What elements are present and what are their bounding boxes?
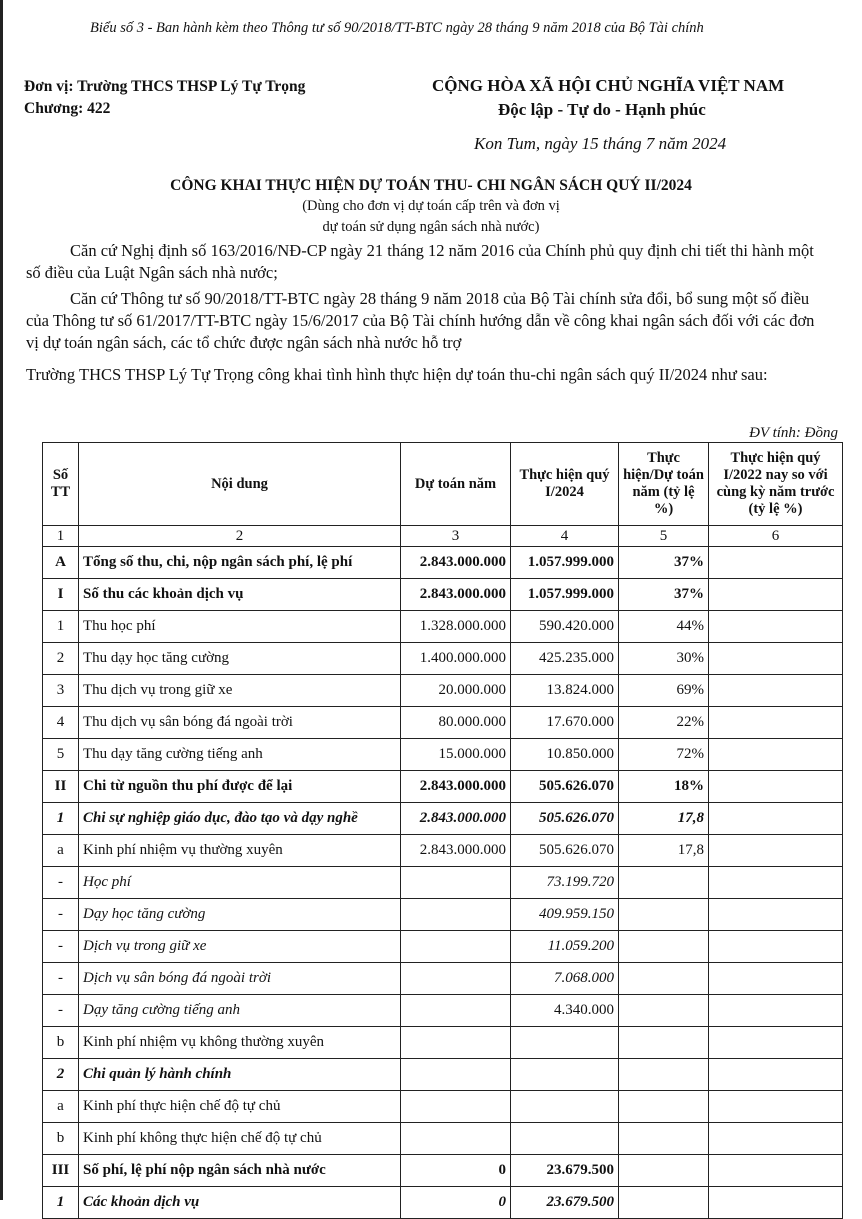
row-content: Số phí, lệ phí nộp ngân sách nhà nước: [79, 1155, 401, 1187]
row-number: I: [43, 579, 79, 611]
row-ratio: 30%: [619, 643, 709, 675]
table-row: [43, 579, 843, 611]
index-cell: 3: [401, 526, 511, 547]
row-number: 3: [43, 675, 79, 707]
table-row: [43, 1155, 843, 1187]
row-ratio: [619, 931, 709, 963]
row-yoy: [709, 995, 843, 1027]
row-number: 1: [43, 1187, 79, 1219]
index-cell: 5: [619, 526, 709, 547]
row-ratio: [619, 867, 709, 899]
row-ratio: 44%: [619, 611, 709, 643]
table-row: [43, 1187, 843, 1219]
row-ratio: 17,8: [619, 803, 709, 835]
paragraph-text: Căn cứ Nghị định số 163/2016/NĐ-CP ngày 21 tháng 12 năm 2016 của Chính phủ quy định chi tiết thi hành một số điều của Luật Ngân sách nhà nước;: [26, 241, 814, 282]
row-content: Chi sự nghiệp giáo dục, đào tạo và dạy nghề: [79, 803, 401, 835]
row-yoy: [709, 1123, 843, 1155]
row-yoy: [709, 899, 843, 931]
place-date: Kon Tum, ngày 15 tháng 7 năm 2024: [474, 134, 727, 153]
row-content: Thu học phí: [79, 611, 401, 643]
row-number: III: [43, 1155, 79, 1187]
row-actual: [511, 1059, 619, 1091]
row-content: Dạy tăng cường tiếng anh: [79, 995, 401, 1027]
row-content: Học phí: [79, 867, 401, 899]
row-ratio: [619, 1123, 709, 1155]
row-number: 1: [43, 803, 79, 835]
row-estimate: [401, 1091, 511, 1123]
row-ratio: 37%: [619, 579, 709, 611]
index-cell: 4: [511, 526, 619, 547]
table-row: [43, 739, 843, 771]
row-estimate: 1.328.000.000: [401, 611, 511, 643]
row-estimate: 2.843.000.000: [401, 579, 511, 611]
row-content: Dạy học tăng cường: [79, 899, 401, 931]
header-ratio: Thực hiện/Dự toán năm (tỷ lệ %): [619, 443, 709, 526]
header-estimate: Dự toán năm: [401, 443, 511, 526]
row-ratio: 18%: [619, 771, 709, 803]
row-ratio: 69%: [619, 675, 709, 707]
row-actual: 23.679.500: [511, 1187, 619, 1219]
row-ratio: 22%: [619, 707, 709, 739]
row-actual: 17.670.000: [511, 707, 619, 739]
header-yoy: Thực hiện quý I/2022 nay so với cùng kỳ năm trước (tỷ lệ %): [709, 443, 843, 526]
row-content: Số thu các khoản dịch vụ: [79, 579, 401, 611]
row-number: 1: [43, 611, 79, 643]
table-row: [43, 835, 843, 867]
row-content: Kinh phí thực hiện chế độ tự chủ: [79, 1091, 401, 1123]
row-actual: 23.679.500: [511, 1155, 619, 1187]
table-row: [43, 771, 843, 803]
row-actual: [511, 1123, 619, 1155]
table-row: [43, 867, 843, 899]
row-ratio: [619, 1027, 709, 1059]
row-actual: 425.235.000: [511, 643, 619, 675]
row-number: -: [43, 867, 79, 899]
row-actual: 505.626.070: [511, 803, 619, 835]
budget-table: [42, 442, 843, 1219]
row-yoy: [709, 739, 843, 771]
row-estimate: 1.400.000.000: [401, 643, 511, 675]
row-yoy: [709, 611, 843, 643]
row-actual: [511, 1027, 619, 1059]
legal-basis-paragraph-1: [26, 240, 826, 284]
row-number: 5: [43, 739, 79, 771]
row-ratio: [619, 1187, 709, 1219]
row-yoy: [709, 1027, 843, 1059]
row-yoy: [709, 1059, 843, 1091]
row-content: Tổng số thu, chi, nộp ngân sách phí, lệ phí: [79, 547, 401, 579]
row-content: Chi quản lý hành chính: [79, 1059, 401, 1091]
row-estimate: 2.843.000.000: [401, 771, 511, 803]
row-estimate: 20.000.000: [401, 675, 511, 707]
form-reference-note: Biểu số 3 - Ban hành kèm theo Thông tư số 90/2018/TT-BTC ngày 28 tháng 9 năm 2018 của Bộ Tài chính: [90, 20, 704, 36]
national-title: CỘNG HÒA XÃ HỘI CHỦ NGHĨA VIỆT NAM: [432, 76, 785, 95]
row-yoy: [709, 1187, 843, 1219]
row-content: Thu dạy học tăng cường: [79, 643, 401, 675]
row-number: A: [43, 547, 79, 579]
row-content: Dịch vụ trong giữ xe: [79, 931, 401, 963]
document-subtitle-line2: dự toán sử dụng ngân sách nhà nước): [322, 219, 540, 235]
row-ratio: [619, 1155, 709, 1187]
row-ratio: 72%: [619, 739, 709, 771]
row-number: -: [43, 995, 79, 1027]
row-estimate: 2.843.000.000: [401, 803, 511, 835]
row-number: 2: [43, 643, 79, 675]
intro-paragraph: Trường THCS THSP Lý Tự Trọng công khai tình hình thực hiện dự toán thu-chi ngân sách quý II/2024 như sau:: [26, 365, 768, 384]
row-content: Thu dịch vụ sân bóng đá ngoài trời: [79, 707, 401, 739]
row-yoy: [709, 675, 843, 707]
unit-of-measure: ĐV tính: Đồng: [749, 425, 838, 441]
row-yoy: [709, 771, 843, 803]
row-actual: 590.420.000: [511, 611, 619, 643]
row-content: Các khoản dịch vụ: [79, 1187, 401, 1219]
row-yoy: [709, 931, 843, 963]
row-estimate: 0: [401, 1187, 511, 1219]
row-actual: 7.068.000: [511, 963, 619, 995]
table-row: [43, 675, 843, 707]
row-ratio: [619, 995, 709, 1027]
row-number: a: [43, 1091, 79, 1123]
index-cell: 1: [43, 526, 79, 547]
row-actual: 10.850.000: [511, 739, 619, 771]
row-number: II: [43, 771, 79, 803]
table-row: [43, 995, 843, 1027]
row-actual: 1.057.999.000: [511, 579, 619, 611]
row-number: b: [43, 1123, 79, 1155]
row-estimate: [401, 931, 511, 963]
row-actual: 73.199.720: [511, 867, 619, 899]
row-estimate: [401, 963, 511, 995]
row-yoy: [709, 547, 843, 579]
organization-unit: Đơn vị: Trường THCS THSP Lý Tự Trọng: [24, 78, 306, 95]
row-actual: 4.340.000: [511, 995, 619, 1027]
row-content: Thu dịch vụ trong giữ xe: [79, 675, 401, 707]
row-content: Kinh phí không thực hiện chế độ tự chủ: [79, 1123, 401, 1155]
row-ratio: 37%: [619, 547, 709, 579]
row-yoy: [709, 963, 843, 995]
national-motto: Độc lập - Tự do - Hạnh phúc: [498, 100, 706, 119]
row-content: Dịch vụ sân bóng đá ngoài trời: [79, 963, 401, 995]
row-content: Kinh phí nhiệm vụ không thường xuyên: [79, 1027, 401, 1059]
row-estimate: 15.000.000: [401, 739, 511, 771]
table-row: [43, 611, 843, 643]
row-actual: 505.626.070: [511, 835, 619, 867]
table-header-row: [43, 443, 843, 526]
row-yoy: [709, 835, 843, 867]
table-row: [43, 707, 843, 739]
table-row: [43, 803, 843, 835]
paragraph-text: Căn cứ Thông tư số 90/2018/TT-BTC ngày 28 tháng 9 năm 2018 của Bộ Tài chính sửa đổi, bổ sung một số điều của Thông tư số 61/2017/TT-BTC ngày 15/6/2017 của Bộ Tài chính hướng dẫn về công khai ngân sách đối với các đơn vị dự toán ngân sách, các tổ chức được ngân sách nhà nước hỗ trợ: [26, 289, 815, 352]
index-cell: 2: [79, 526, 401, 547]
table-row: [43, 1027, 843, 1059]
row-estimate: 2.843.000.000: [401, 835, 511, 867]
row-estimate: [401, 1027, 511, 1059]
row-ratio: [619, 899, 709, 931]
row-ratio: 17,8: [619, 835, 709, 867]
row-actual: 409.959.150: [511, 899, 619, 931]
row-number: -: [43, 899, 79, 931]
document-subtitle-line1: (Dùng cho đơn vị dự toán cấp trên và đơn vị: [302, 198, 560, 214]
row-content: Thu dạy tăng cường tiếng anh: [79, 739, 401, 771]
row-estimate: 80.000.000: [401, 707, 511, 739]
row-estimate: [401, 1059, 511, 1091]
row-actual: 13.824.000: [511, 675, 619, 707]
row-ratio: [619, 963, 709, 995]
table-row: [43, 1059, 843, 1091]
row-actual: [511, 1091, 619, 1123]
header-content: Nội dung: [79, 443, 401, 526]
table-row: [43, 643, 843, 675]
table-row: [43, 931, 843, 963]
row-estimate: [401, 995, 511, 1027]
table-row: [43, 1123, 843, 1155]
index-cell: 6: [709, 526, 843, 547]
header-stt: Số TT: [43, 443, 79, 526]
row-estimate: [401, 899, 511, 931]
row-actual: 11.059.200: [511, 931, 619, 963]
row-estimate: 0: [401, 1155, 511, 1187]
row-number: -: [43, 963, 79, 995]
document-title: CÔNG KHAI THỰC HIỆN DỰ TOÁN THU- CHI NGÂN SÁCH QUÝ II/2024: [170, 177, 692, 194]
row-number: a: [43, 835, 79, 867]
row-content: Kinh phí nhiệm vụ thường xuyên: [79, 835, 401, 867]
row-yoy: [709, 1155, 843, 1187]
row-yoy: [709, 579, 843, 611]
header-actual: Thực hiện quý I/2024: [511, 443, 619, 526]
row-ratio: [619, 1091, 709, 1123]
row-yoy: [709, 1091, 843, 1123]
row-actual: 505.626.070: [511, 771, 619, 803]
table-index-row: [43, 526, 843, 547]
table-row: [43, 1091, 843, 1123]
row-yoy: [709, 643, 843, 675]
table-row: [43, 963, 843, 995]
row-estimate: 2.843.000.000: [401, 547, 511, 579]
row-estimate: [401, 1123, 511, 1155]
legal-basis-paragraph-2: [26, 288, 826, 354]
row-yoy: [709, 707, 843, 739]
row-yoy: [709, 803, 843, 835]
row-yoy: [709, 867, 843, 899]
table-row: [43, 547, 843, 579]
row-number: 2: [43, 1059, 79, 1091]
row-estimate: [401, 867, 511, 899]
row-actual: 1.057.999.000: [511, 547, 619, 579]
table-row: [43, 899, 843, 931]
row-content: Chi từ nguồn thu phí được để lại: [79, 771, 401, 803]
row-number: b: [43, 1027, 79, 1059]
row-number: -: [43, 931, 79, 963]
budget-chapter: Chương: 422: [24, 100, 111, 117]
row-ratio: [619, 1059, 709, 1091]
row-number: 4: [43, 707, 79, 739]
